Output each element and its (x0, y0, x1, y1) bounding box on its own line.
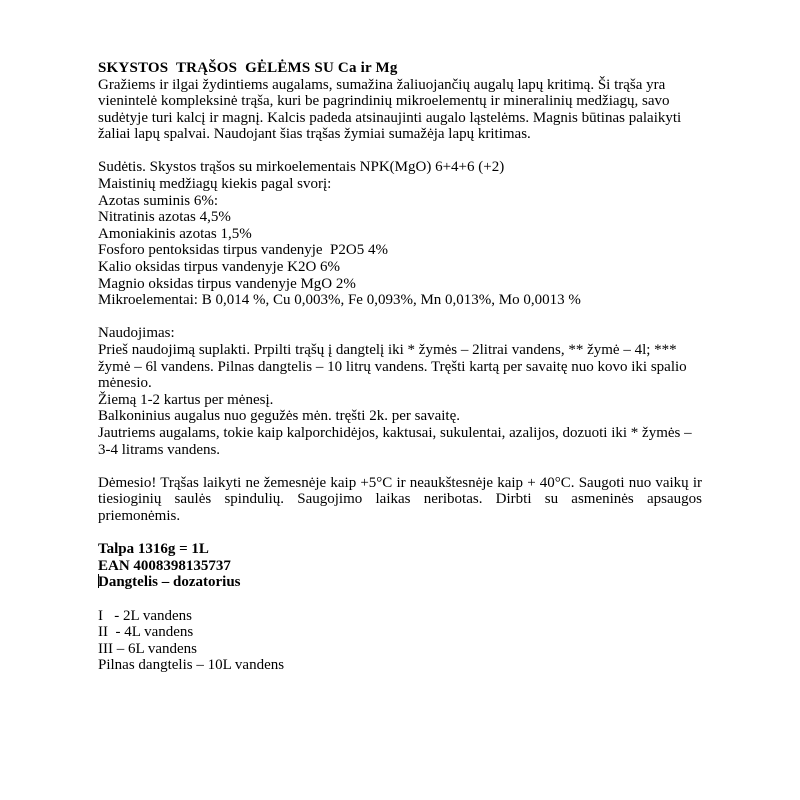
composition-item: Fosforo pentoksidas tirpus vandenyje P2O5 4% (98, 242, 388, 259)
composition-item: Amoniakinis azotas 1,5% (98, 225, 252, 242)
cap-type-label: Dangtelis – dozatorius (98, 574, 241, 591)
usage-paragraph: Balkoninius augalus nuo gegužės mėn. tręšti 2k. per savaitę. (98, 408, 460, 425)
page-title: SKYSTOS TRĄŠOS GĖLĖMS SU Ca ir Mg (98, 60, 398, 76)
dosage-row: I - 2L vandens (98, 607, 192, 624)
capacity-line: Talpa 1316g = 1L (98, 541, 209, 558)
composition-item: Magnio oksidas tirpus vandenyje MgO 2% (98, 275, 356, 292)
spacer (98, 309, 702, 326)
spacer (98, 591, 702, 608)
intro-paragraph: Gražiems ir ilgai žydintiems augalams, sumažina žaliuojančių augalų lapų kritimą. Ši trąša yra vienintelė kompleksinė trąša, kuri be pagrindinių mikroelementų ir mineralinių medžiagų, savo sudėtyje turi kalcį ir magnį. Kalcis padeda atsinaujinti augalo ląstelėms. Magnis būtinas palaikyti žaliai lapų spalvai. Naudojant šias trąšas žymiai sumažėja lapų kritimas. (98, 76, 682, 143)
cap-type-line (98, 574, 702, 591)
composition-item: Kalio oksidas tirpus vandenyje K2O 6% (98, 259, 341, 276)
dosage-row: III – 6L vandens (98, 640, 197, 657)
spacer (98, 143, 702, 160)
product-specs (98, 541, 702, 591)
composition-item: Mikroelementai: B 0,014 %, Cu 0,003%, Fe 0,093%, Mn 0,013%, Mo 0,0013 % (98, 292, 581, 309)
composition-heading: Sudėtis. Skystos trąšos su mirkoelementais NPK(MgO) 6+4+6 (+2) (98, 159, 505, 176)
composition-item: Nitratinis azotas 4,5% (98, 209, 231, 226)
dosage-table (98, 608, 702, 674)
usage-section (98, 325, 702, 458)
spacer (98, 458, 702, 475)
spacer (98, 525, 702, 542)
composition-item: Azotas suminis 6%: (98, 192, 218, 209)
usage-paragraph: Jautriems augalams, tokie kaip kalporchidėjos, kaktusai, sukulentai, azalijos, dozuoti iki * žymės – 3-4 litrams vandens. (98, 424, 692, 458)
dosage-row: II - 4L vandens (98, 624, 194, 641)
usage-paragraph: Žiemą 1-2 kartus per mėnesį. (98, 391, 274, 408)
usage-heading: Naudojimas: (98, 325, 175, 342)
ean-line: EAN 4008398135737 (98, 557, 231, 574)
document-body (98, 60, 702, 674)
warning-paragraph: Dėmesio! Trąšas laikyti ne žemesnėje kaip +5°C ir neaukštesnėje kaip + 40°C. Saugoti nuo vaikų ir tiesioginių saulės spindulių. Saugojimo laikas neribotas. Dirbti su asmeninės apsaugos priemonėmis. (98, 474, 702, 524)
dosage-row: Pilnas dangtelis – 10L vandens (98, 657, 285, 674)
composition-subheading: Maistinių medžiagų kiekis pagal svorį: (98, 176, 332, 193)
composition-section (98, 159, 702, 308)
usage-paragraph: Prieš naudojimą suplakti. Prpilti trąšų į dangtelį iki * žymės – 2litrai vandens, ** žymė – 4l; *** žymė – 6l vandens. Pilnas dangtelis – 10 litrų vandens. Tręšti kartą per savaitę nuo kovo iki spalio mėnesio. (98, 342, 687, 392)
